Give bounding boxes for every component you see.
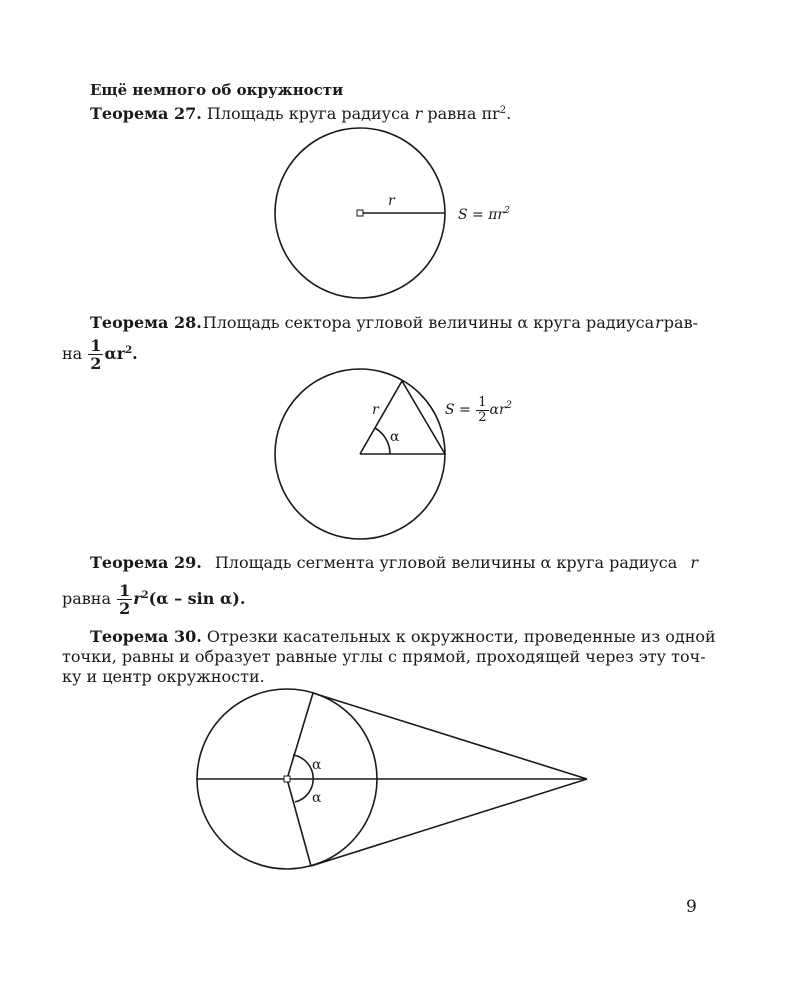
figure-tangents <box>197 689 587 869</box>
theorem-27-text2: равна <box>427 104 477 123</box>
theorem-27-r: r <box>414 104 423 123</box>
figure-sector <box>275 369 445 539</box>
tangent-bottom <box>311 779 587 866</box>
sector-chord <box>402 381 445 454</box>
theorem-28-line1 <box>90 313 698 333</box>
fig28-area-label: S = $\frac{1}{2}$ $\alpha r^2$ <box>445 394 513 425</box>
theorem-27-label: Теорема 27. <box>90 104 202 123</box>
figure-circle-area <box>275 128 445 298</box>
theorem-30-line1: Теорема 30. Отрезки касательных к окружности, проведенные из одной <box>90 627 716 646</box>
fig30-alpha-top: α <box>312 757 322 773</box>
theorem-29-line2: равна $\frac{1}{2}$ $r^2(\alpha$ – sin α). <box>62 581 246 618</box>
center-marker-27 <box>357 210 363 216</box>
tangent-top <box>313 693 587 779</box>
fig27-area-label: $S = \pi r^2$ <box>458 206 510 223</box>
fig27-r-label: r <box>388 193 395 209</box>
sector-angle-arc <box>375 428 390 454</box>
page-number: 9 <box>686 897 697 917</box>
theorem-29-r: r <box>690 553 698 572</box>
theorem-28-line2: на $\frac{1}{2}$ $\alpha r^2$. <box>62 336 138 373</box>
fig30-alpha-bottom: α <box>312 790 322 806</box>
theorem-29-text: Площадь сегмента угловой величины α круга радиуса <box>214 553 678 572</box>
theorem-28-r: r <box>655 313 663 332</box>
fig28-r-label: r <box>372 402 379 418</box>
theorem-29-line1 <box>90 553 698 573</box>
radius-bottom <box>287 779 311 866</box>
section-heading: Ещё немного об окружности <box>90 81 344 99</box>
theorem-28-wrap: рав- <box>663 313 698 332</box>
theorem-27-text: Площадь круга радиуса <box>206 104 410 123</box>
theorem-27-formula: $\pi r^2$. <box>481 104 512 123</box>
theorem-30-line3: ку и центр окружности. <box>62 667 265 686</box>
center-marker-30 <box>284 776 290 782</box>
theorem-28-label: Теорема 28. <box>90 313 202 332</box>
theorem-30-label: Теорема 30. <box>90 627 202 646</box>
fig28-alpha-label: α <box>390 429 400 445</box>
theorem-30-line2: точки, равны и образует равные углы с прямой, проходящей через эту точ- <box>62 647 706 666</box>
theorem-28-text: Площадь сектора угловой величины α круга радиуса <box>202 313 655 332</box>
theorem-29-label: Теорема 29. <box>90 553 202 572</box>
